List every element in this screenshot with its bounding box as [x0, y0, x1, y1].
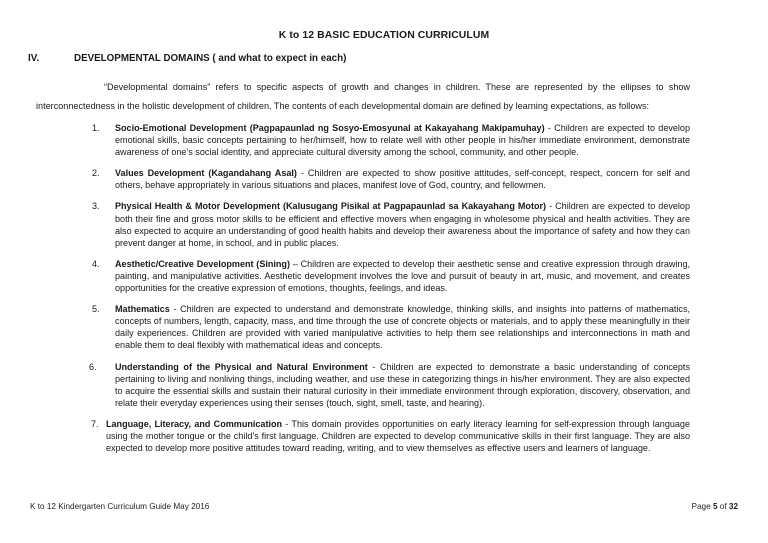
footer-of-label: of — [717, 502, 729, 511]
footer-page-number: 5 — [712, 502, 718, 511]
footer-page-total: 32 — [728, 502, 738, 511]
list-item-description: This domain provides opportunities on early literacy learning for self-expression through language using the mother tongue or the child’s first language. Children are expected to develop communicative skills in their first language. They are also expected to develop more positive attitudes toward reading, writing, and to view themselves as effective users and learners of language. — [106, 418, 690, 454]
list-item-description: Children are expected to show positive attitudes, self-concept, respect, concern for self and others, behave appropriately in various situations and places, manifest love of God, country, and fellowmen. — [115, 168, 690, 191]
intro-paragraph: “Developmental domains” refers to specific aspects of growth and changes in children. These are represented by the ellipses to show interconnectedness in the holistic development of children. The contents of each developmental domain are defined by learning expectations, as follows: — [36, 82, 690, 111]
page-footer — [30, 502, 738, 511]
list-item-term: Aesthetic/Creative Development (Sining) — [115, 258, 290, 269]
list-item-body — [115, 167, 690, 191]
list-item-number: 5. — [92, 304, 100, 315]
section-numeral: IV. — [28, 53, 40, 64]
list-item-number: 1. — [92, 123, 100, 133]
footer-page-label: Page — [691, 502, 713, 511]
list-item-number: 7. — [91, 418, 99, 429]
document-title: K to 12 BASIC EDUCATION CURRICULUM — [278, 30, 490, 41]
list-item — [92, 303, 690, 351]
list-item — [92, 200, 690, 248]
list-item-number: 6. — [89, 361, 97, 372]
list-item-body — [115, 258, 690, 294]
list-item-number: 4. — [92, 258, 100, 269]
list-item-body — [106, 418, 690, 454]
list-item — [92, 167, 690, 191]
list-item-separator: - — [546, 201, 556, 212]
list-item-separator: - — [296, 168, 308, 179]
footer-page-indicator — [692, 502, 738, 511]
list-item-term: Understanding of the Physical and Natural Environment — [115, 361, 368, 372]
list-item-separator: – — [289, 258, 301, 269]
list-item-separator: - — [282, 418, 292, 429]
list-item — [89, 361, 690, 409]
list-item-term: Physical Health & Motor Development (Kalusugang Pisikal at Pagpapaunlad sa Kakayahang Motor) — [115, 201, 547, 212]
list-item-description: Children are expected to demonstrate a basic understanding of concepts pertaining to living and nonliving things, including weather, and use these in categorizing things in his/her environment. They are also expected to acquire the essential skills and sustain their natural curiosity in their immediate environment through exploration, discovery, observation, and relate their everyday experiences using their senses (touch, sight, smell, taste, and hearing). — [115, 361, 690, 408]
list-item — [92, 122, 690, 158]
list-item-body — [115, 303, 690, 351]
list-item-body — [115, 200, 690, 248]
footer-document-label: K to 12 Kindergarten Curriculum Guide May 2016 — [30, 502, 210, 511]
list-item-description: Children are expected to develop both their fine and gross motor skills to be efficient and effective movers when engaging in wholesome physical and health activities. They are also expected to acquire an understanding of good health habits and develop their awareness about the importance of safety and how they can prevent danger at home, in school, and in public places. — [115, 201, 690, 248]
list-item-number: 3. — [92, 201, 100, 212]
list-item-separator: - — [367, 361, 381, 372]
list-item-separator: - — [169, 304, 181, 315]
list-item-description: Children are expected to understand and demonstrate knowledge, thinking skills, and insights into patterns of mathematics, concepts of numbers, length, capacity, mass, and time through the use of concrete objects or materials, and to apply these meaningfully in their daily experiences. Children are provided with varied manipulative activities to help them see relationships and interconnections in math and enable them to deal flexibly with mathematical ideas and concepts. — [115, 304, 690, 351]
list-item-body — [115, 122, 690, 158]
list-item — [92, 258, 690, 294]
list-item — [91, 418, 690, 454]
list-item-term: Values Development (Kagandahang Asal) — [115, 168, 297, 179]
list-item-term: Socio-Emotional Development (Pagpapaunlad ng Sosyo-Emosyunal at Kakayahang Makipamuhay) — [115, 123, 545, 133]
list-item-term: Mathematics — [115, 304, 170, 315]
list-item-description: Children are expected to develop emotional skills, basic concepts pertaining to her/himself, how to relate well with other people in his/her immediate environment, demonstrate awareness of one’s social identity, and appreciate cultural diversity among the school, community, and other people. — [115, 123, 690, 158]
list-item-separator: - — [544, 123, 555, 133]
list-item-description: Children are expected to develop their aesthetic sense and creative expression through drawing, painting, and manipulative activities. Aesthetic development involves the love and pursuit of beauty in art, music, and movement, and creates opportunities for the creative expression of emotions, thoughts, feelings, and ideas. — [115, 258, 690, 294]
list-item-body — [108, 361, 690, 409]
section-title: DEVELOPMENTAL DOMAINS ( and what to expect in each) — [74, 53, 347, 64]
developmental-domains-list — [89, 122, 690, 463]
list-item-term: Language, Literacy, and Communication — [106, 418, 283, 429]
list-item-number: 2. — [92, 168, 100, 179]
section-heading — [28, 53, 708, 64]
